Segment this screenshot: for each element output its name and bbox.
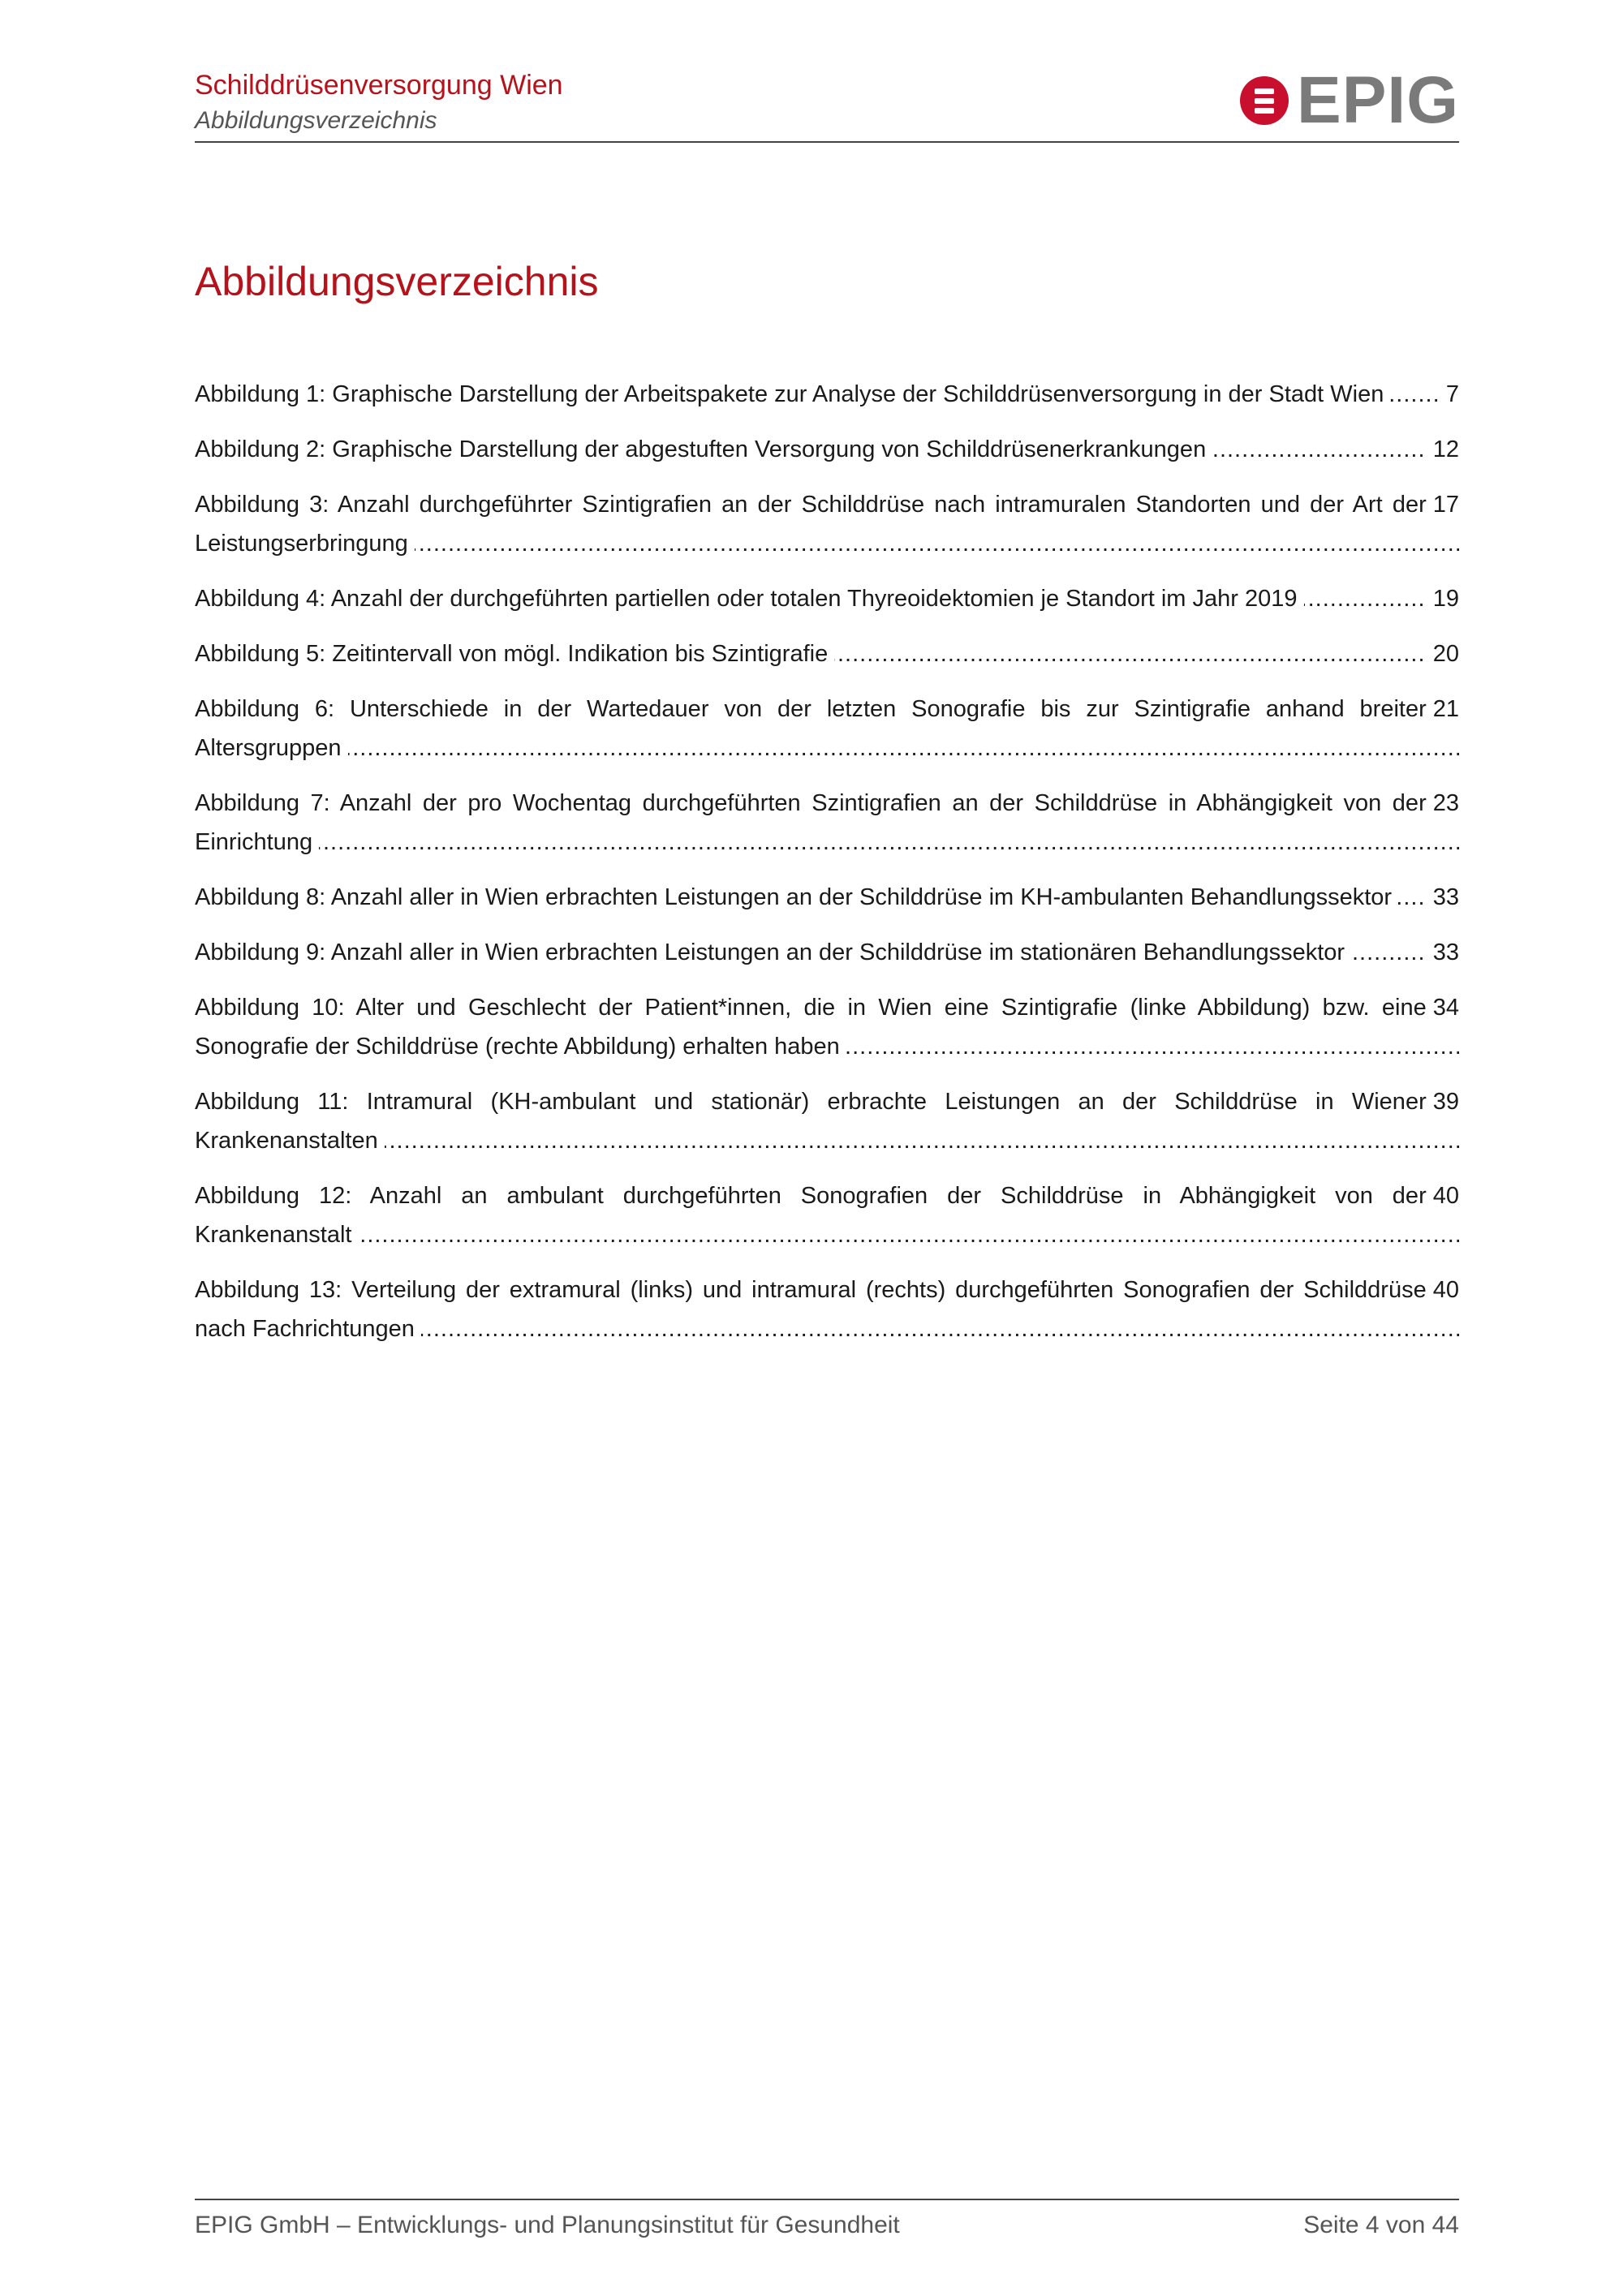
toc-entry[interactable] bbox=[195, 579, 1459, 618]
toc-entry[interactable] bbox=[195, 485, 1459, 563]
toc-entry[interactable] bbox=[195, 690, 1459, 767]
logo-text: EPIG bbox=[1297, 63, 1459, 137]
figure-list bbox=[195, 375, 1459, 1365]
toc-entry[interactable] bbox=[195, 1271, 1459, 1348]
toc-entry-text: Abbildung 8: Anzahl aller in Wien erbrachten Leistungen an der Schilddrüse im KH-ambulanten Behandlungssektor bbox=[195, 884, 1398, 910]
toc-page-number: 34 bbox=[1427, 988, 1459, 1027]
page-heading: Abbildungsverzeichnis bbox=[195, 259, 599, 304]
epig-logo-icon bbox=[1240, 76, 1289, 125]
toc-page-number: 7 bbox=[1440, 375, 1459, 414]
toc-entry-text: Abbildung 7: Anzahl der pro Wochentag durchgeführten Szintigrafien an der Schilddrüse in Abhängigkeit von der Einrichtung bbox=[195, 790, 1427, 855]
toc-entry-text: Abbildung 13: Verteilung der extramural (links) und intramural (rechts) durchgeführten Sonografien der Schilddrüse nach Fachrichtungen bbox=[195, 1277, 1427, 1342]
toc-page-number: 20 bbox=[1427, 634, 1459, 673]
toc-entry-text: Abbildung 12: Anzahl an ambulant durchgeführten Sonografien der Schilddrüse in Abhängigkeit von der Krankenanstalt bbox=[195, 1183, 1427, 1248]
toc-entry-text: Abbildung 11: Intramural (KH-ambulant und stationär) erbrachte Leistungen an der Schilddrüse in Wiener Krankenanstalten bbox=[195, 1089, 1427, 1154]
toc-entry-text: Abbildung 6: Unterschiede in der Wartedauer von der letzten Sonografie bis zur Szintigrafie anhand breiter Altersgruppen bbox=[195, 696, 1427, 761]
page-footer bbox=[195, 2199, 1459, 2238]
epig-logo bbox=[1240, 63, 1459, 137]
toc-page-number: 39 bbox=[1427, 1082, 1459, 1121]
toc-page-number: 40 bbox=[1427, 1176, 1459, 1215]
toc-entry-text: Abbildung 1: Graphische Darstellung der Arbeitspakete zur Analyse der Schilddrüsenversorgung in der Stadt Wien bbox=[195, 381, 1390, 407]
toc-page-number: 23 bbox=[1427, 784, 1459, 823]
toc-page-number: 40 bbox=[1427, 1271, 1459, 1309]
toc-entry-text: Abbildung 4: Anzahl der durchgeführten partiellen oder totalen Thyreoidektomien je Standort im Jahr 2019 bbox=[195, 586, 1304, 612]
toc-entry[interactable] bbox=[195, 634, 1459, 673]
toc-page-number: 12 bbox=[1427, 430, 1459, 469]
section-subtitle: Abbildungsverzeichnis bbox=[195, 107, 437, 134]
toc-page-number: 17 bbox=[1427, 485, 1459, 524]
toc-entry-text: Abbildung 10: Alter und Geschlecht der Patient*innen, die in Wien eine Szintigrafie (linke Abbildung) bzw. eine Sonografie der Schilddrüse (rechte Abbildung) erhalten haben bbox=[195, 995, 1427, 1060]
toc-entry[interactable] bbox=[195, 784, 1459, 862]
toc-page-number: 33 bbox=[1427, 878, 1459, 917]
toc-entry-text: Abbildung 3: Anzahl durchgeführter Szintigrafien an der Schilddrüse nach intramuralen Standorten und der Art der Leistungserbringung bbox=[195, 492, 1427, 557]
footer-page-number: Seite 4 von 44 bbox=[1303, 2212, 1459, 2238]
toc-entry[interactable] bbox=[195, 430, 1459, 469]
toc-entry[interactable] bbox=[195, 1176, 1459, 1254]
toc-page-number: 33 bbox=[1427, 933, 1459, 972]
document-title: Schilddrüsenversorgung Wien bbox=[195, 70, 563, 101]
toc-entry[interactable] bbox=[195, 933, 1459, 972]
toc-entry[interactable] bbox=[195, 878, 1459, 917]
toc-page-number: 21 bbox=[1427, 690, 1459, 729]
toc-entry-text: Abbildung 2: Graphische Darstellung der abgestuften Versorgung von Schilddrüsenerkrankungen bbox=[195, 436, 1212, 462]
toc-entry[interactable] bbox=[195, 1082, 1459, 1160]
page-header bbox=[195, 63, 1459, 143]
toc-entry[interactable] bbox=[195, 375, 1459, 414]
toc-entry-text: Abbildung 5: Zeitintervall von mögl. Indikation bis Szintigrafie bbox=[195, 641, 834, 667]
toc-page-number: 19 bbox=[1427, 579, 1459, 618]
toc-entry-text: Abbildung 9: Anzahl aller in Wien erbrachten Leistungen an der Schilddrüse im stationären Behandlungssektor bbox=[195, 939, 1351, 965]
footer-company: EPIG GmbH – Entwicklungs- und Planungsinstitut für Gesundheit bbox=[195, 2212, 900, 2238]
toc-entry[interactable] bbox=[195, 988, 1459, 1066]
